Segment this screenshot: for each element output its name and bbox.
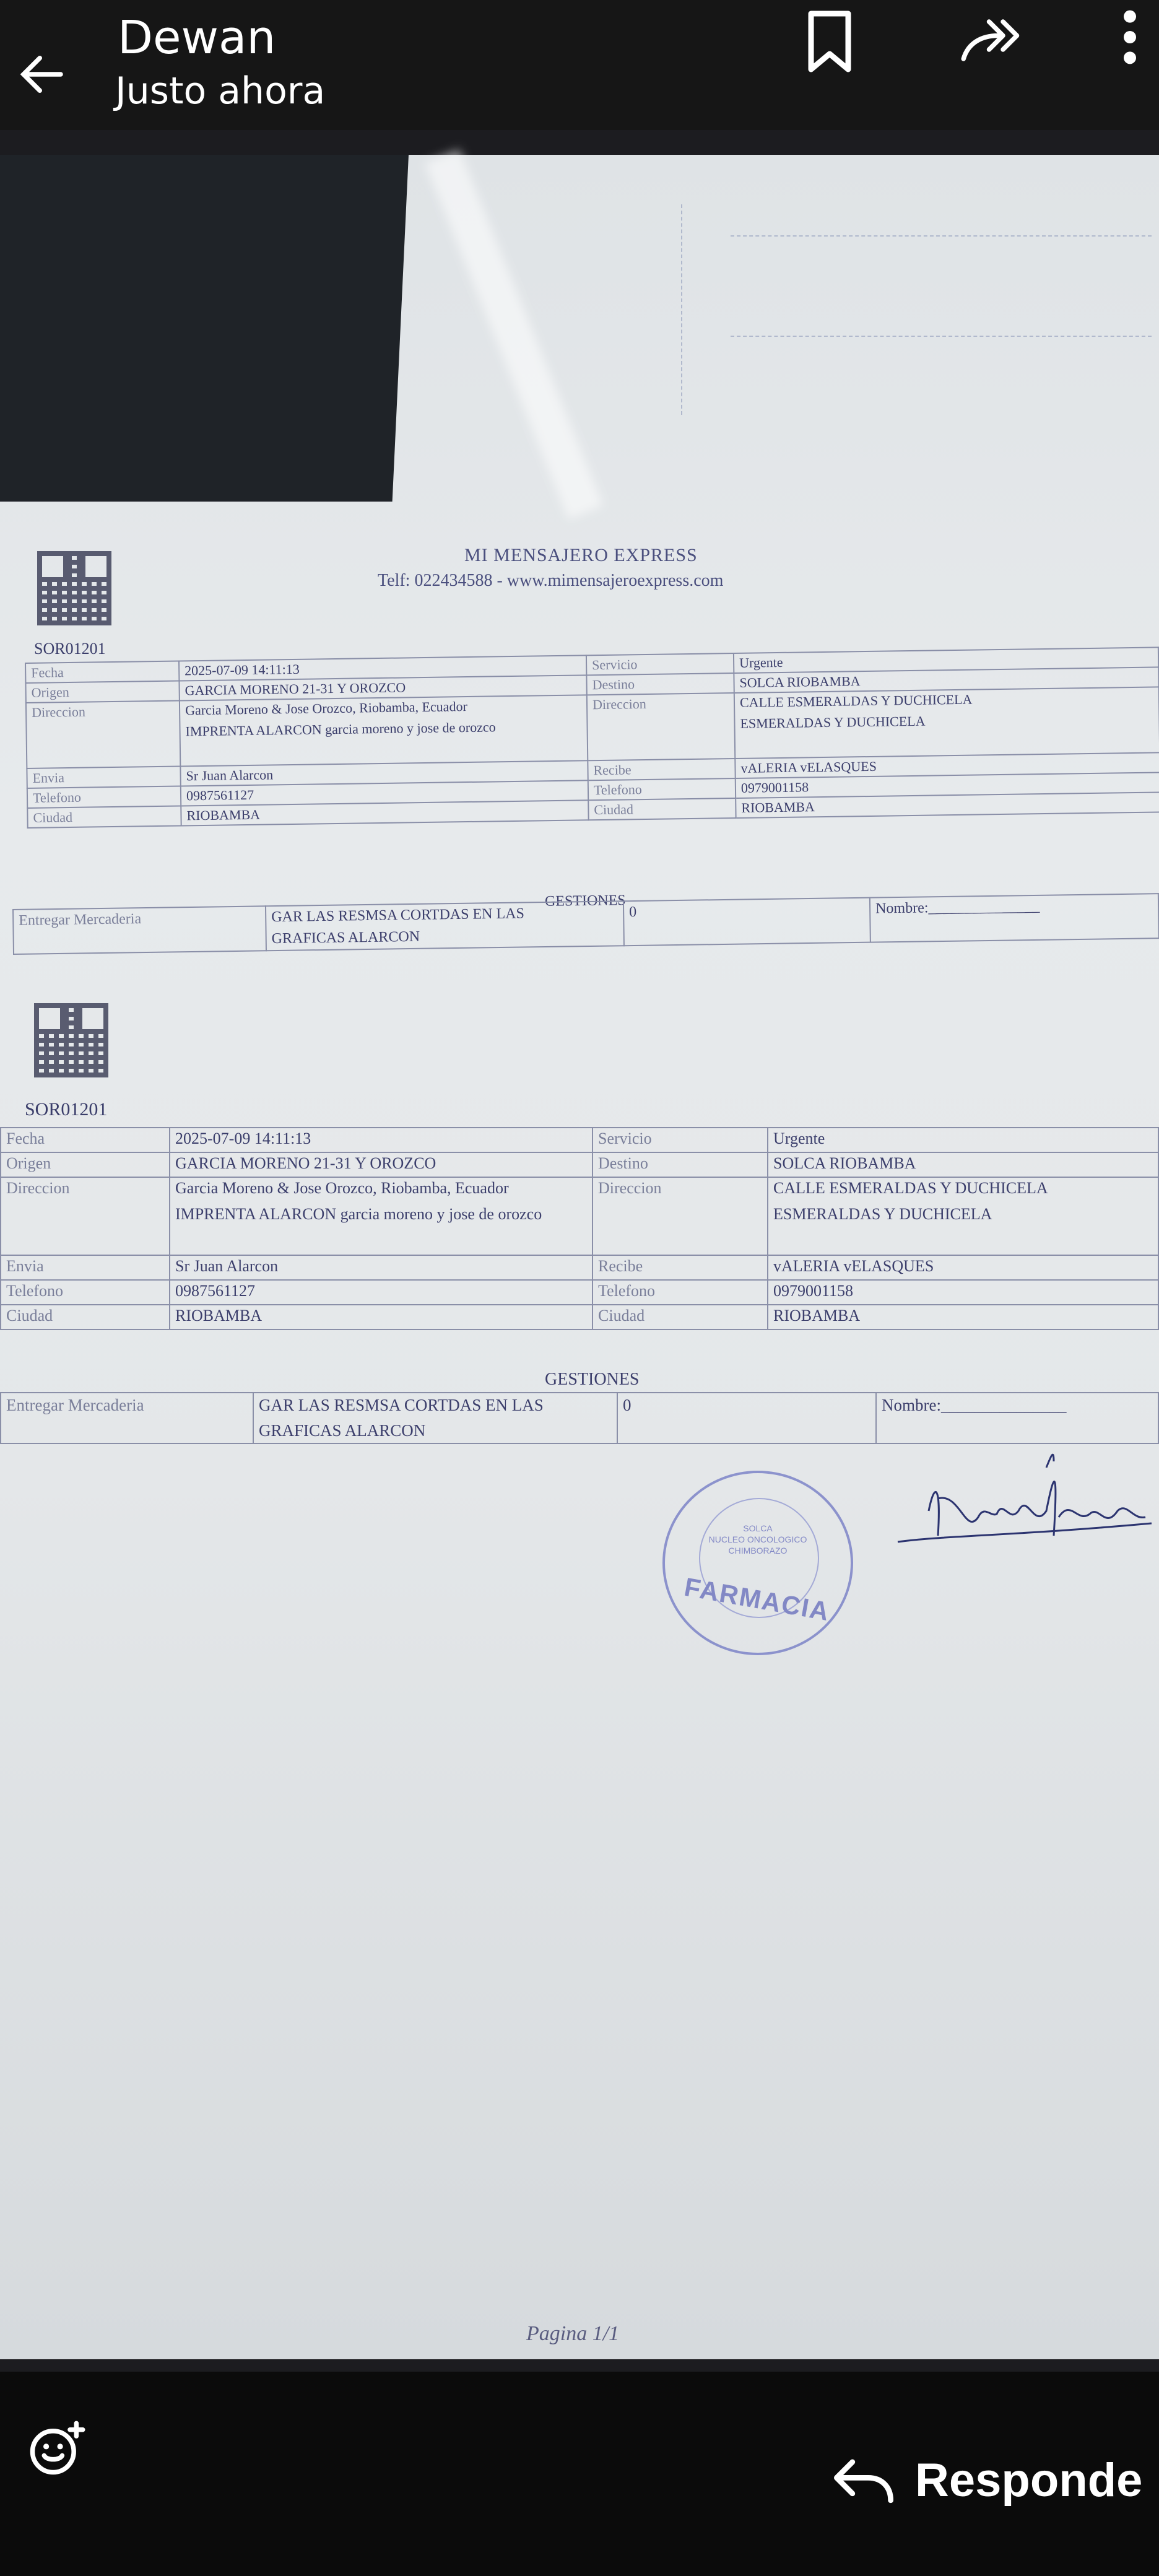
- label-telefono-recibe: Telefono: [593, 1280, 768, 1305]
- handwritten-signature: [892, 1443, 1159, 1579]
- qr-code: [37, 551, 111, 625]
- label-origen: Origen: [1, 1152, 170, 1177]
- company-contact: Telf: 022434588 - www.mimensajeroexpress.com: [378, 571, 724, 590]
- document-paper: [0, 155, 1159, 2359]
- value-direccion-origen: [180, 695, 588, 766]
- stamp-small-line-3: CHIMBORAZO: [728, 1546, 788, 1556]
- gestion-detail-line-1: GAR LAS RESMSA CORTDAS EN LAS: [271, 905, 525, 926]
- value-ciudad-envia: RIOBAMBA: [181, 800, 588, 825]
- gestion-task: Entregar Mercaderia: [1, 1393, 253, 1443]
- photo-background-corner: [0, 155, 409, 502]
- label-envia: Envia: [1, 1255, 170, 1280]
- direccion-destino-line-1: CALLE ESMERALDAS Y DUCHICELA: [773, 1179, 1048, 1197]
- label-direccion-origen: Direccion: [26, 701, 180, 768]
- waybill-table: [25, 646, 1159, 829]
- arrow-left-icon: [14, 46, 70, 102]
- forward-button[interactable]: [953, 6, 1034, 74]
- gestion-detail-line-2: GRAFICAS ALARCON: [259, 1421, 426, 1440]
- label-destino: Destino: [593, 1152, 768, 1177]
- label-servicio: Servicio: [593, 1128, 768, 1152]
- gestion-qty: 0: [617, 1393, 876, 1443]
- gestiones-row: [0, 1392, 1159, 1444]
- value-direccion-origen: [170, 1177, 593, 1255]
- label-direccion-destino: Direccion: [587, 693, 735, 760]
- value-ciudad-recibe: RIOBAMBA: [736, 792, 1159, 818]
- direccion-origen-line-2: IMPRENTA ALARCON garcia moreno y jose de orozco: [175, 1205, 542, 1223]
- bleed-through-text: [731, 235, 1152, 337]
- label-fecha: Fecha: [25, 661, 179, 683]
- waybill-code: SOR01201: [25, 1099, 108, 1120]
- value-fecha: 2025-07-09 14:11:13: [170, 1128, 593, 1152]
- gestiones-title: GESTIONES: [545, 1370, 640, 1389]
- gestion-detail: [253, 1393, 617, 1443]
- direccion-origen-line-1: Garcia Moreno & Jose Orozco, Riobamba, Ecuador: [184, 698, 467, 718]
- nombre-label: Nombre: [875, 900, 924, 917]
- gestion-nombre: Nombre:_______________: [870, 894, 1159, 942]
- more-vert-icon: [1121, 6, 1139, 68]
- value-recibe: vALERIA vELASQUES: [735, 752, 1159, 778]
- back-button[interactable]: [11, 43, 73, 105]
- value-origen: GARCIA MORENO 21-31 Y OROZCO: [170, 1152, 593, 1177]
- label-recibe: Recibe: [593, 1255, 768, 1280]
- bookmark-icon: [805, 11, 854, 72]
- stamp-small-line-2: NUCLEO ONCOLOGICO: [708, 1534, 807, 1544]
- reply-icon: [830, 2455, 898, 2505]
- value-servicio: Urgente: [768, 1128, 1158, 1152]
- timestamp: Justo ahora: [115, 69, 326, 113]
- label-fecha: Fecha: [1, 1128, 170, 1152]
- label-destino: Destino: [586, 673, 734, 695]
- stamp-small-line-1: SOLCA: [743, 1523, 773, 1533]
- gestiones-title: GESTIONES: [544, 892, 626, 910]
- reply-label: Responde: [915, 2453, 1143, 2507]
- value-ciudad-envia: RIOBAMBA: [170, 1305, 593, 1329]
- pharmacy-stamp: [662, 1471, 853, 1655]
- gestion-nombre: Nombre:_______________: [876, 1393, 1158, 1443]
- bottom-bar: [0, 2372, 1159, 2576]
- bookmark-button[interactable]: [802, 7, 857, 76]
- company-name: MI MENSAJERO EXPRESS: [464, 545, 698, 565]
- value-ciudad-recibe: RIOBAMBA: [768, 1305, 1158, 1329]
- gestion-qty: 0: [623, 898, 870, 946]
- reply-button[interactable]: [830, 2446, 1142, 2514]
- value-telefono-envia: 0987561127: [181, 780, 588, 806]
- value-envia: Sr Juan Alarcon: [170, 1255, 593, 1280]
- label-ciudad-recibe: Ciudad: [593, 1305, 768, 1329]
- gestiones-row: [12, 893, 1159, 955]
- label-telefono-envia: Telefono: [27, 786, 181, 808]
- gestion-task: Entregar Mercaderia: [13, 906, 266, 954]
- top-app-bar: [0, 0, 1159, 130]
- direccion-origen-line-2: IMPRENTA ALARCON garcia moreno y jose de orozco: [185, 719, 496, 739]
- value-servicio: Urgente: [734, 647, 1158, 673]
- page-number: Pagina 1/1: [526, 2322, 620, 2345]
- label-origen: Origen: [25, 681, 179, 703]
- value-destino: SOLCA RIOBAMBA: [768, 1152, 1158, 1177]
- stamp-small-text: [708, 1523, 807, 1556]
- media-photo[interactable]: [0, 130, 1159, 2372]
- direccion-origen-line-1: Garcia Moreno & Jose Orozco, Riobamba, Ecuador: [175, 1179, 509, 1197]
- react-emoji-button[interactable]: [22, 2415, 90, 2483]
- value-direccion-destino: [734, 687, 1159, 759]
- value-fecha: 2025-07-09 14:11:13: [179, 655, 586, 681]
- waybill-code: SOR01201: [34, 640, 106, 658]
- label-direccion-destino: Direccion: [593, 1177, 768, 1255]
- value-telefono-recibe: 0979001158: [736, 772, 1159, 798]
- contact-name: Dewan: [118, 11, 276, 64]
- gestion-detail-line-1: GAR LAS RESMSA CORTDAS EN LAS: [259, 1396, 544, 1414]
- value-telefono-recibe: 0979001158: [768, 1280, 1158, 1305]
- value-direccion-destino: [768, 1177, 1158, 1255]
- value-origen: GARCIA MORENO 21-31 Y OROZCO: [179, 675, 586, 700]
- value-recibe: vALERIA vELASQUES: [768, 1255, 1158, 1280]
- direccion-destino-line-1: CALLE ESMERALDAS Y DUCHICELA: [739, 691, 973, 710]
- value-destino: SOLCA RIOBAMBA: [734, 667, 1158, 693]
- label-envia: Envia: [27, 767, 180, 788]
- label-direccion-origen: Direccion: [1, 1177, 170, 1255]
- direccion-destino-line-2: ESMERALDAS Y DUCHICELA: [773, 1205, 992, 1223]
- label-recibe: Recibe: [588, 759, 735, 780]
- gestion-detail-line-2: GRAFICAS ALARCON: [271, 928, 420, 947]
- gestion-detail: [266, 901, 624, 951]
- label-telefono-envia: Telefono: [1, 1280, 170, 1305]
- label-servicio: Servicio: [586, 653, 734, 675]
- waybill-table: [0, 1127, 1159, 1330]
- value-envia: Sr Juan Alarcon: [180, 760, 588, 786]
- emoji-add-icon: [25, 2418, 87, 2480]
- direccion-destino-line-2: ESMERALDAS Y DUCHICELA: [740, 713, 926, 731]
- label-ciudad-envia: Ciudad: [1, 1305, 170, 1329]
- label-ciudad-envia: Ciudad: [27, 806, 181, 828]
- forward-icon: [957, 12, 1031, 68]
- stamp-text: FARMACIA: [682, 1572, 833, 1627]
- label-telefono-recibe: Telefono: [588, 778, 736, 800]
- label-ciudad-recibe: Ciudad: [588, 798, 736, 820]
- nombre-label: Nombre: [882, 1396, 937, 1414]
- value-telefono-envia: 0987561127: [170, 1280, 593, 1305]
- qr-code: [34, 1003, 108, 1077]
- more-options-button[interactable]: [1108, 0, 1152, 74]
